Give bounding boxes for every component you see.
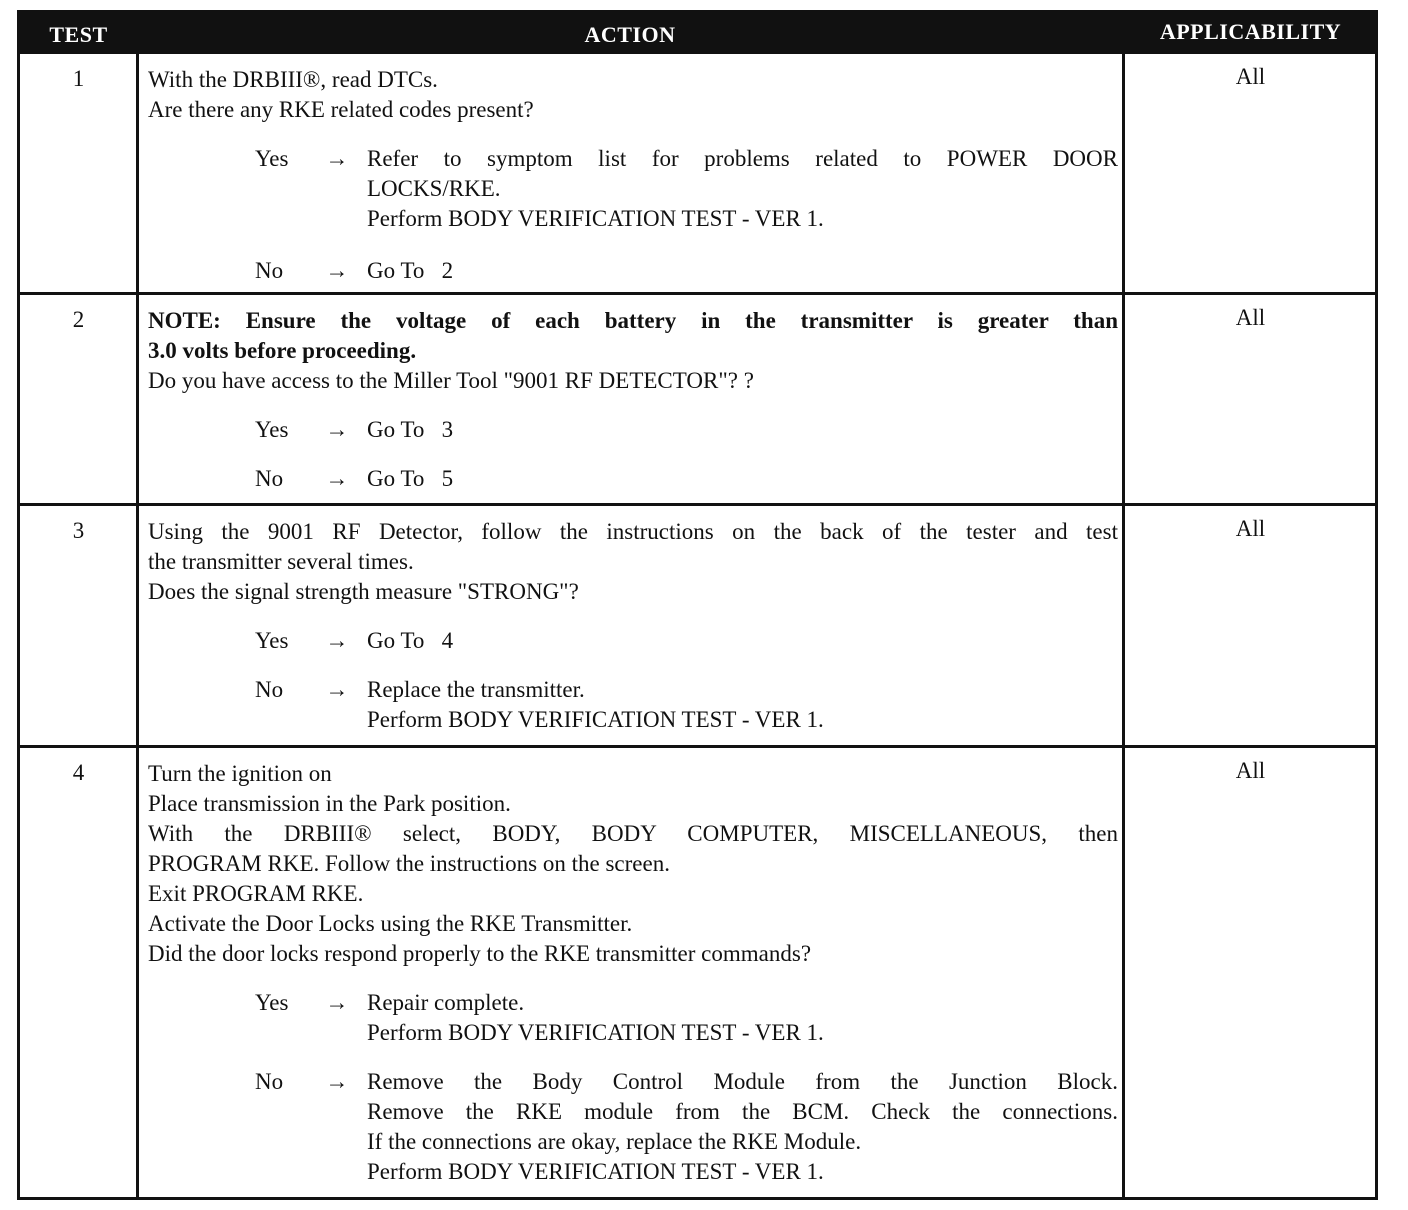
action-line: With the DRBIII® select, BODY, BODY COMPUTER, MISCELLANEOUS, then	[148, 821, 1118, 846]
arrow-right-icon: →	[325, 677, 349, 702]
yes-label: Yes	[255, 146, 289, 171]
table-header	[20, 13, 1375, 54]
result-line: Remove the RKE module from the BCM. Check the connections.	[367, 1099, 1118, 1124]
no-label: No	[255, 1069, 284, 1094]
result-line: Go To 2	[367, 258, 454, 283]
action-line: PROGRAM RKE. Follow the instructions on the screen.	[148, 851, 670, 876]
yes-label: Yes	[255, 417, 289, 442]
result-line: Replace the transmitter.	[367, 677, 585, 702]
header-test: TEST	[49, 22, 108, 47]
yes-result	[367, 626, 1118, 656]
test-row-4	[20, 748, 1375, 1200]
action-line: Using the 9001 RF Detector, follow the instructions on the back of the tester and test	[148, 519, 1118, 544]
action-line: With the DRBIII®, read DTCs.	[148, 67, 438, 92]
note-line: 3.0 volts before proceeding.	[148, 338, 417, 363]
yes-label: Yes	[255, 990, 289, 1015]
result-line: Perform BODY VERIFICATION TEST - VER 1.	[367, 707, 824, 732]
action-line: Place transmission in the Park position.	[148, 791, 511, 816]
test-number: 4	[72, 760, 85, 785]
no-result	[367, 464, 1118, 494]
result-line: Remove the Body Control Module from the Junction Block.	[367, 1069, 1118, 1094]
applicability-value: All	[1235, 64, 1266, 89]
arrow-right-icon: →	[325, 146, 349, 171]
no-label: No	[255, 258, 284, 283]
no-result	[367, 675, 1118, 735]
result-line: If the connections are okay, replace the RKE Module.	[367, 1129, 862, 1154]
no-answer	[255, 464, 1118, 494]
action-line: Exit PROGRAM RKE.	[148, 881, 364, 906]
arrow-right-icon: →	[325, 1069, 349, 1094]
yes-label: Yes	[255, 628, 289, 653]
no-result	[367, 1067, 1118, 1187]
result-line: Go To 3	[367, 417, 454, 442]
result-line: Go To 5	[367, 466, 454, 491]
result-line: Repair complete.	[367, 990, 525, 1015]
result-line: Refer to symptom list for problems related to POWER DOOR	[367, 146, 1118, 171]
action-line: Did the door locks respond properly to the RKE transmitter commands?	[148, 941, 812, 966]
yes-result	[367, 988, 1118, 1048]
no-answer	[255, 256, 1118, 286]
action-cell	[148, 306, 1118, 494]
action-cell	[148, 65, 1118, 286]
action-line: the transmitter several times.	[148, 549, 414, 574]
arrow-right-icon: →	[325, 417, 349, 442]
action-cell	[148, 759, 1118, 1187]
action-line: Activate the Door Locks using the RKE Transmitter.	[148, 911, 633, 936]
header-applicability: APPLICABILITY	[1159, 19, 1342, 44]
result-line: Go To 4	[367, 628, 454, 653]
action-line: Does the signal strength measure "STRONG"?	[148, 579, 579, 604]
result-line: LOCKS/RKE.	[367, 176, 501, 201]
no-answer	[255, 1067, 1118, 1187]
test-number: 1	[72, 66, 85, 91]
applicability-value: All	[1235, 758, 1266, 783]
yes-answer	[255, 415, 1118, 445]
arrow-right-icon: →	[325, 628, 349, 653]
action-line: Are there any RKE related codes present?	[148, 97, 534, 122]
header-action: ACTION	[584, 22, 676, 47]
no-answer	[255, 675, 1118, 735]
no-result	[367, 256, 1118, 286]
action-line: Turn the ignition on	[148, 761, 332, 786]
arrow-right-icon: →	[325, 258, 349, 283]
note-line: NOTE: Ensure the voltage of each battery in the transmitter is greater than	[148, 308, 1118, 333]
action-line: Do you have access to the Miller Tool "9001 RF DETECTOR"? ?	[148, 368, 754, 393]
arrow-right-icon: →	[325, 990, 349, 1015]
yes-answer	[255, 988, 1118, 1048]
applicability-value: All	[1235, 516, 1266, 541]
result-line: Perform BODY VERIFICATION TEST - VER 1.	[367, 1020, 824, 1045]
yes-result	[367, 144, 1118, 234]
yes-result	[367, 415, 1118, 445]
test-row-2	[20, 295, 1375, 503]
test-row-1	[20, 54, 1375, 292]
test-number: 3	[72, 518, 85, 543]
applicability-value: All	[1235, 305, 1266, 330]
action-cell	[148, 517, 1118, 735]
yes-answer	[255, 144, 1118, 234]
yes-answer	[255, 626, 1118, 656]
test-row-3	[20, 506, 1375, 745]
diagnostic-test-table	[17, 10, 1378, 1200]
arrow-right-icon: →	[325, 466, 349, 491]
no-label: No	[255, 677, 284, 702]
result-line: Perform BODY VERIFICATION TEST - VER 1.	[367, 206, 824, 231]
test-number: 2	[72, 307, 85, 332]
no-label: No	[255, 466, 284, 491]
result-line: Perform BODY VERIFICATION TEST - VER 1.	[367, 1159, 824, 1184]
